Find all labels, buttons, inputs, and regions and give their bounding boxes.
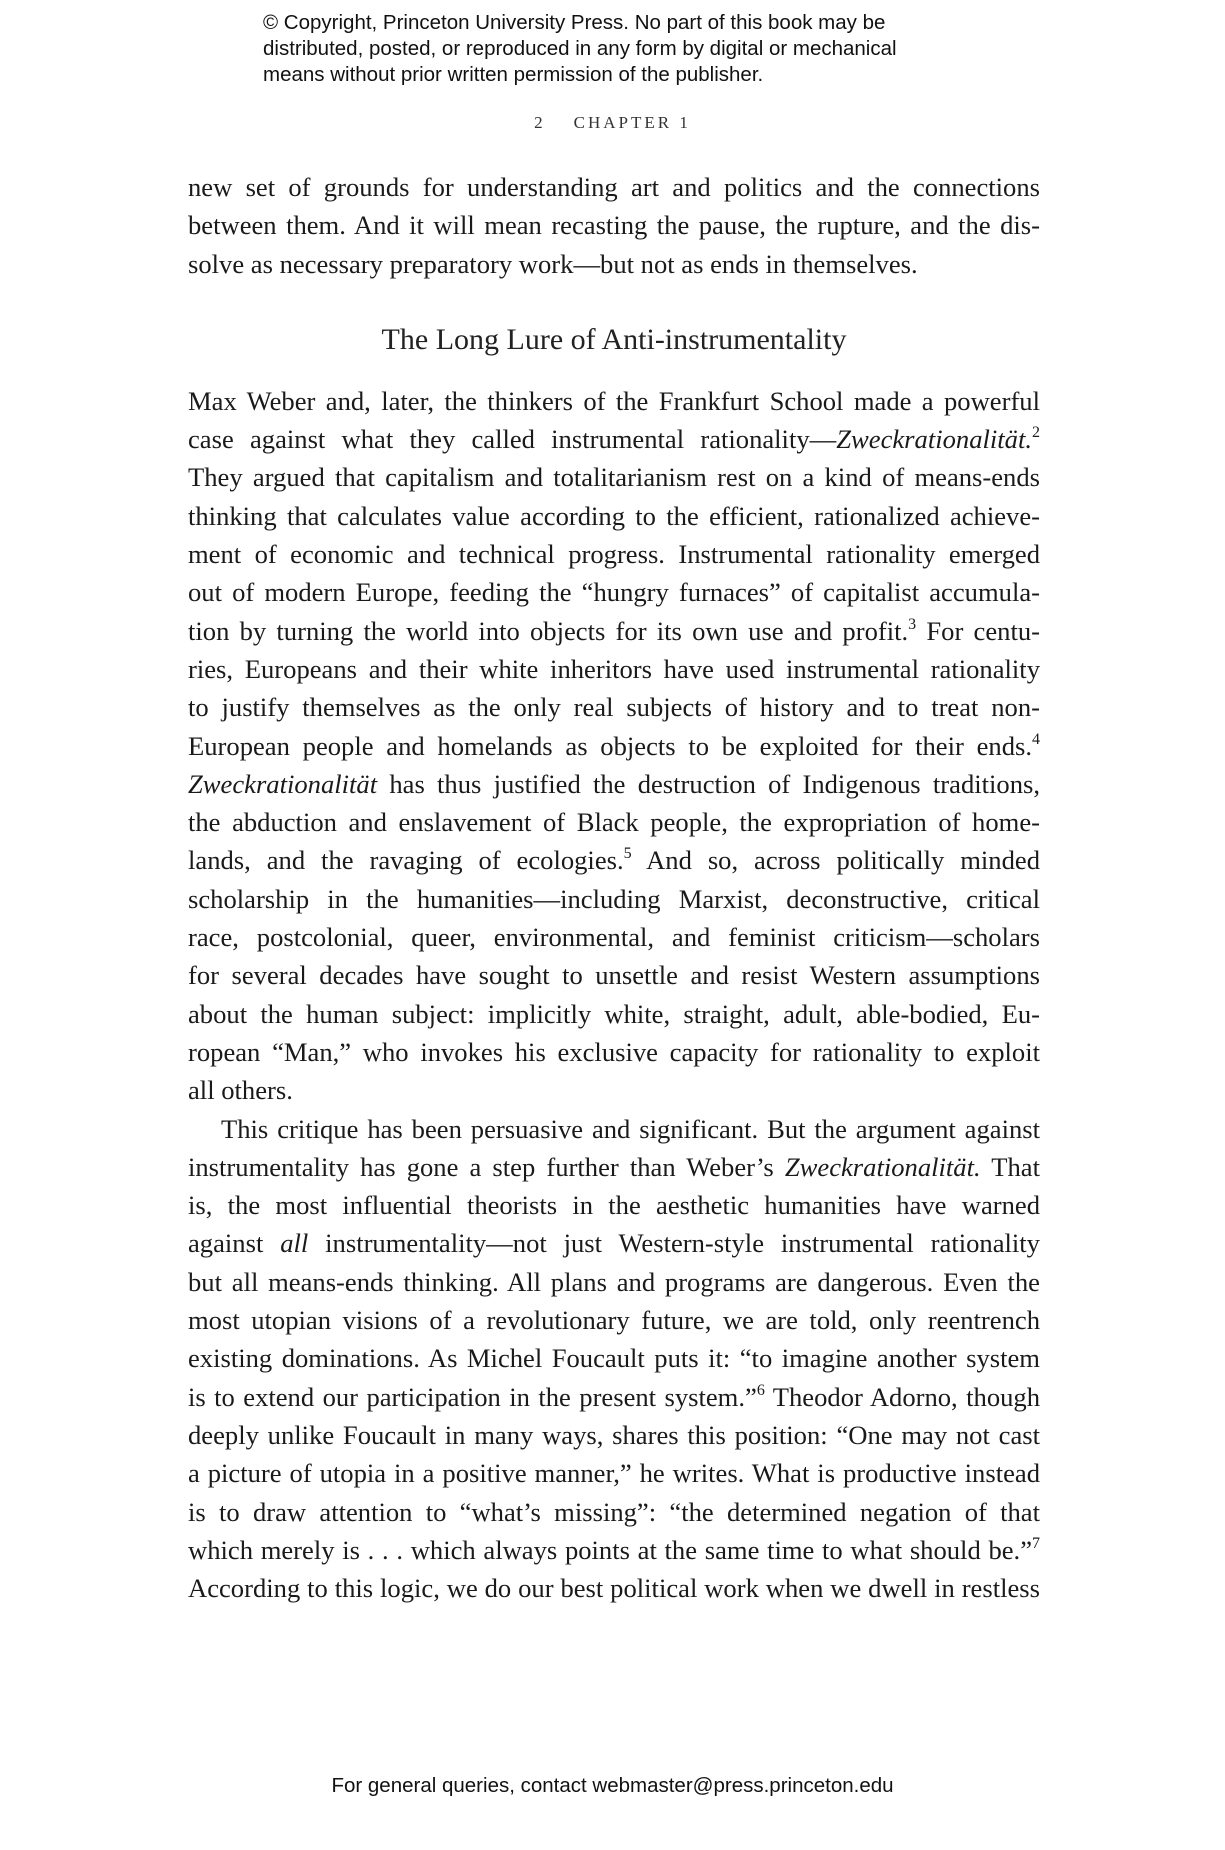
- text-line: new set of grounds for understanding art and politics and the connections: [188, 172, 1040, 202]
- text-line: Max Weber and, later, the thinkers of the Frankfurt School made a powerful: [188, 385, 1040, 416]
- footnote-ref: 4: [1032, 730, 1040, 748]
- text-line: instrumentality has gone a step further than Weber’s Zweckrationalität. That: [188, 1151, 1040, 1182]
- text-line: most utopian visions of a revolutionary future, we are told, only reentrench: [188, 1305, 1040, 1336]
- italic-term: Zweckrationalität.: [836, 424, 1032, 455]
- copyright-line: distributed, posted, or reproduced in any form by digital or mechanical: [263, 37, 897, 60]
- text-line: existing dominations. As Michel Foucault puts it: “to imagine another system: [188, 1343, 1040, 1374]
- text-line: deeply unlike Foucault in many ways, shares this position: “One may not cast: [188, 1419, 1040, 1450]
- text-line: a picture of utopia in a positive manner,” he writes. What is productive instead: [188, 1458, 1040, 1489]
- text-line: This critique has been persuasive and significant. But the argument against: [221, 1113, 1040, 1144]
- footer-contact: For general queries, contact webmaster@press.princeton.edu: [331, 1774, 894, 1797]
- text-line: about the human subject: implicitly white, straight, adult, able-bodied, Eu-: [188, 998, 1040, 1029]
- italic-term: all: [280, 1228, 309, 1259]
- body-text: [188, 168, 1040, 1607]
- text-line: out of modern Europe, feeding the “hungry furnaces” of capitalist accumula-: [188, 577, 1040, 608]
- footnote-ref: 2: [1032, 424, 1040, 442]
- text-line: to justify themselves as the only real subjects of history and to treat non-: [188, 692, 1040, 723]
- text-line: against all instrumentality—not just Western-style instrumental rationality: [188, 1228, 1040, 1259]
- text-line: ries, Europeans and their white inheritors have used instrumental rationality: [188, 653, 1040, 684]
- text-line: They argued that capitalism and totalitarianism rest on a kind of means-ends: [188, 462, 1040, 493]
- text-line: thinking that calculates value according to the efficient, rationalized achieve-: [188, 500, 1040, 531]
- italic-term: Zweckrationalität: [188, 768, 378, 799]
- text-line: case against what they called instrumental rationality—Zweckrationalität.$^2$: [188, 424, 1040, 455]
- copyright-line: © Copyright, Princeton University Press. No part of this book may be: [263, 11, 886, 34]
- text-line: solve as necessary preparatory work—but not as ends in themselves.: [188, 248, 918, 279]
- text-line: all others.: [188, 1075, 293, 1106]
- running-head: [0, 113, 1225, 133]
- copyright-notice: [263, 10, 1003, 88]
- italic-term: Zweckrationalität.: [784, 1151, 981, 1182]
- text-line: Zweckrationalität has thus justified the destruction of Indigenous traditions,: [188, 768, 1040, 799]
- text-line: is, the most influential theorists in the aesthetic humanities have warned: [188, 1190, 1040, 1221]
- text-line: scholarship in the humanities—including Marxist, deconstructive, critical: [188, 883, 1040, 914]
- text-line: tion by turning the world into objects for its own use and profit.$^3$ For centu-: [188, 615, 1041, 646]
- section-heading: The Long Lure of Anti-instrumentality: [381, 322, 847, 356]
- text-line: is to draw attention to “what’s missing”: “the determined negation of that: [188, 1496, 1040, 1527]
- footnote-ref: 7: [1032, 1534, 1040, 1552]
- text-line: According to this logic, we do our best political work when we dwell in restless: [188, 1573, 1040, 1604]
- text-line: which merely is . . . which always points at the same time to what should be.”$^7$: [188, 1534, 1040, 1565]
- copyright-line: means without prior written permission of the publisher.: [263, 63, 764, 86]
- page-number: 2: [534, 113, 546, 132]
- text-line: is to extend our participation in the present system.”$^6$ Theodor Adorno, though: [188, 1381, 1041, 1412]
- text-line: the abduction and enslavement of Black people, the expropriation of home-: [188, 807, 1040, 838]
- chapter-label: CHAPTER 1: [573, 113, 691, 132]
- paragraph: [188, 1110, 1040, 1608]
- text-line: European people and homelands as objects to be exploited for their ends.$^4$: [188, 730, 1040, 761]
- footnote-ref: 3: [908, 615, 917, 633]
- text-line: between them. And it will mean recasting the pause, the rupture, and the dis-: [188, 210, 1040, 241]
- paragraph: [188, 382, 1040, 1110]
- text-line: ropean “Man,” who invokes his exclusive capacity for rationality to exploit: [188, 1036, 1040, 1067]
- text-line: but all means-ends thinking. All plans and programs are dangerous. Even the: [188, 1266, 1040, 1297]
- text-line: for several decades have sought to unsettle and resist Western assumptions: [188, 960, 1040, 991]
- text-line: lands, and the ravaging of ecologies.$^5$ And so, across politically minded: [188, 845, 1040, 876]
- text-line: ment of economic and technical progress. Instrumental rationality emerged: [188, 539, 1040, 570]
- text-line: race, postcolonial, queer, environmental, and feminist criticism—scholars: [188, 922, 1040, 953]
- footnote-ref: 5: [623, 845, 632, 863]
- footnote-ref: 6: [756, 1381, 765, 1399]
